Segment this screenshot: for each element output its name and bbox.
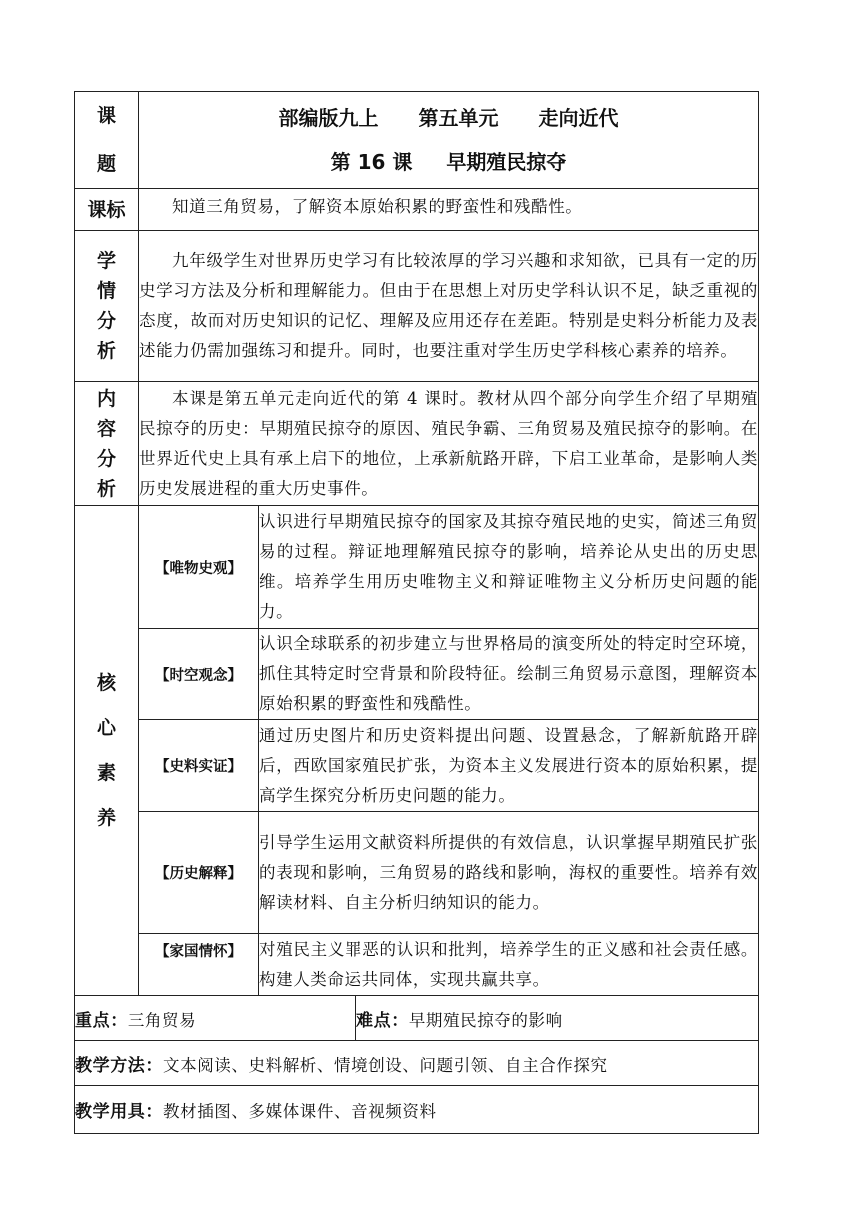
curriculum-standard-text: 知道三角贸易，了解资本原始积累的野蛮性和残酷性。	[139, 189, 759, 231]
key-point-cell	[75, 996, 356, 1041]
student-analysis-text: 九年级学生对世界历史学习有比较浓厚的学习兴趣和求知欲，已具有一定的历史学习方法及分析和理解能力。但由于在思想上对历史学科认识不足，缺乏重视的态度，故而对历史知识的记忆、理解及应用还存在差距。特别是史料分析能力及表述能力仍需加强练习和提升。同时，也要注重对学生历史学科核心素养的培养。	[139, 231, 759, 382]
title-line-2	[139, 140, 758, 184]
core-item-text: 对殖民主义罪恶的认识和批判，培养学生的正义感和社会责任感。构建人类命运共同体，实现共赢共享。	[259, 934, 759, 996]
curriculum-standard-row	[75, 189, 759, 231]
key-point-text: 三角贸易	[127, 1010, 197, 1030]
core-literacy-row-1	[75, 506, 759, 629]
core-literacy-row-2	[75, 629, 759, 720]
core-item-text: 认识全球联系的初步建立与世界格局的演变所处的特定时空环境，抓住其特定时空背景和阶段特征。绘制三角贸易示意图，理解资本原始积累的野蛮性和残酷性。	[259, 629, 759, 720]
core-item-label: 【唯物史观】	[139, 506, 259, 629]
core-item-label: 【家国情怀】	[139, 934, 259, 996]
difficult-point-label: 难点：	[356, 1010, 409, 1031]
unit-title: 走向近代	[538, 106, 619, 130]
lesson-number: 第 16 课	[330, 150, 413, 174]
content-analysis-text: 本课是第五单元走向近代的第 4 课时。教材从四个部分向学生介绍了早期殖民掠夺的历史：早期殖民掠夺的原因、殖民争霸、三角贸易及殖民掠夺的影响。在世界近代史上具有承上启下的地位，上承新航路开辟，下启工业革命，是影响人类历史发展进程的重大历史事件。	[139, 382, 759, 506]
core-item-label: 【历史解释】	[139, 812, 259, 934]
title-row	[75, 92, 759, 189]
key-point-label: 重点：	[75, 1010, 128, 1031]
student-analysis-row	[75, 231, 759, 382]
teaching-method-cell	[75, 1041, 759, 1086]
core-item-text: 引导学生运用文献资料所提供的有效信息，认识掌握早期殖民扩张的表现和影响，三角贸易的路线和影响，海权的重要性。培养有效解读材料、自主分析归纳知识的能力。	[259, 812, 759, 934]
core-literacy-row-5	[75, 934, 759, 996]
curriculum-standard-label: 课标	[75, 189, 139, 231]
content-analysis-label: 内 容 分 析	[75, 382, 139, 506]
title-label: 课 题	[75, 92, 139, 189]
lesson-title	[139, 92, 759, 189]
teaching-tools-text: 教材插图、多媒体课件、音视频资料	[163, 1102, 437, 1121]
lesson-plan-table	[74, 91, 759, 1134]
difficult-point-cell	[356, 996, 759, 1041]
teaching-method-label: 教学方法：	[75, 1055, 163, 1076]
unit-number: 第五单元	[418, 106, 499, 130]
content-analysis-row	[75, 382, 759, 506]
textbook-edition: 部编版九上	[278, 106, 379, 130]
core-literacy-row-4	[75, 812, 759, 934]
core-item-text: 通过历史图片和历史资料提出问题、设置悬念，了解新航路开辟后，西欧国家殖民扩张，为资本主义发展进行资本的原始积累，提高学生探究分析历史问题的能力。	[259, 720, 759, 812]
core-literacy-row-3	[75, 720, 759, 812]
teaching-tools-row	[75, 1086, 759, 1134]
teaching-method-text: 文本阅读、史料解析、情境创设、问题引领、自主合作探究	[163, 1055, 608, 1075]
core-item-label: 【时空观念】	[139, 629, 259, 720]
difficult-point-text: 早期殖民掠夺的影响	[408, 1010, 563, 1030]
teaching-tools-label: 教学用具：	[75, 1102, 163, 1122]
core-item-label: 【史料实证】	[139, 720, 259, 812]
core-item-text: 认识进行早期殖民掠夺的国家及其掠夺殖民地的史实，简述三角贸易的过程。辩证地理解殖民掠夺的影响，培养论从史出的历史思维。培养学生用历史唯物主义和辩证唯物主义分析历史问题的能力。	[259, 506, 759, 629]
lesson-name: 早期殖民掠夺	[446, 150, 567, 174]
key-difficult-row	[75, 996, 759, 1041]
teaching-tools-cell	[75, 1086, 759, 1134]
student-analysis-label: 学 情 分 析	[75, 231, 139, 382]
core-literacy-label: 核 心 素 养	[75, 506, 139, 996]
title-line-1	[139, 96, 758, 140]
teaching-method-row	[75, 1041, 759, 1086]
